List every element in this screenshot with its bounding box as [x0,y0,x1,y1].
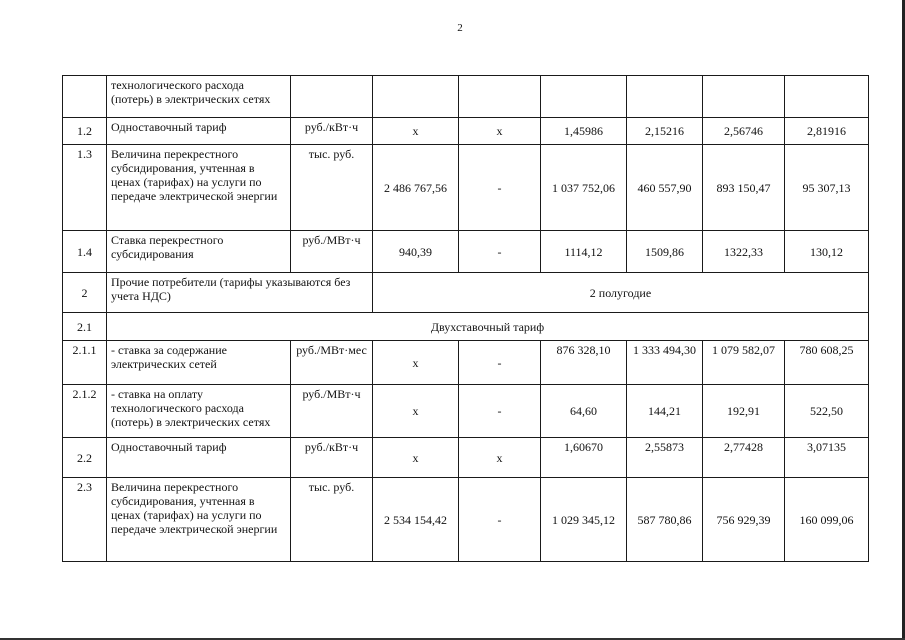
cell-value: 893 150,47 [703,145,785,231]
tariff-type-label: Двухставочный тариф [107,313,869,341]
cell-value: 1114,12 [541,231,627,273]
tariff-table [62,75,869,562]
row-number: 2.2 [63,438,107,478]
cell-value [373,76,459,118]
cell-value [785,76,869,118]
cell-value: 2,15216 [627,118,703,145]
table-row [63,118,869,145]
row-number: 2.1.2 [63,385,107,438]
row-name: Прочие потребители (тарифы указываются без учета НДС) [107,273,373,313]
cell-value: 2,55873 [627,438,703,478]
cell-value: х [459,438,541,478]
table-row [63,478,869,562]
row-number: 1.2 [63,118,107,145]
cell-value: х [373,341,459,385]
row-unit: руб./МВт·ч [291,231,373,273]
cell-value: 160 099,06 [785,478,869,562]
table-row [63,385,869,438]
cell-value: 1 037 752,06 [541,145,627,231]
row-number: 2.1 [63,313,107,341]
row-number: 1.3 [63,145,107,231]
cell-value [703,76,785,118]
cell-value: 192,91 [703,385,785,438]
row-unit [291,76,373,118]
table-row [63,145,869,231]
row-unit: руб./МВт·мес [291,341,373,385]
cell-value: - [459,341,541,385]
cell-value: х [459,118,541,145]
cell-value: 876 328,10 [541,341,627,385]
cell-value: 1 333 494,30 [627,341,703,385]
row-number [63,76,107,118]
row-unit: руб./кВт·ч [291,118,373,145]
cell-value: х [373,385,459,438]
cell-value: 144,21 [627,385,703,438]
table-row [63,438,869,478]
cell-value: 940,39 [373,231,459,273]
cell-value: 130,12 [785,231,869,273]
cell-value: 1509,86 [627,231,703,273]
cell-value: 460 557,90 [627,145,703,231]
cell-value: 2,77428 [703,438,785,478]
cell-value: 2 486 767,56 [373,145,459,231]
row-name: технологического расхода (потерь) в электрических сетях [107,76,291,118]
cell-value: - [459,145,541,231]
row-name: Одноставочный тариф [107,438,291,478]
cell-value: х [373,438,459,478]
row-name: - ставка за содержание электрических сетей [107,341,291,385]
row-name: Величина перекрестного субсидирования, учтенная в ценах (тарифах) на услуги по передаче электрической энергии [107,145,291,231]
row-name: - ставка на оплату технологического расхода (потерь) в электрических сетях [107,385,291,438]
table-row [63,76,869,118]
cell-value: - [459,478,541,562]
row-unit: тыс. руб. [291,478,373,562]
cell-value: 780 608,25 [785,341,869,385]
cell-value: 1322,33 [703,231,785,273]
row-name: Одноставочный тариф [107,118,291,145]
row-unit: руб./МВт·ч [291,385,373,438]
cell-value: 64,60 [541,385,627,438]
cell-value [541,76,627,118]
row-number: 2.3 [63,478,107,562]
cell-value: - [459,385,541,438]
cell-value: 756 929,39 [703,478,785,562]
row-name: Ставка перекрестного субсидирования [107,231,291,273]
cell-value: 2,81916 [785,118,869,145]
row-name: Величина перекрестного субсидирования, учтенная в ценах (тарифах) на услуги по передаче электрической энергии [107,478,291,562]
table-row [63,231,869,273]
cell-value: 95 307,13 [785,145,869,231]
cell-value: - [459,231,541,273]
table-row [63,341,869,385]
period-label: 2 полугодие [373,273,869,313]
cell-value: 1 079 582,07 [703,341,785,385]
cell-value: х [373,118,459,145]
table-row [63,273,869,313]
cell-value: 2 534 154,42 [373,478,459,562]
row-number: 2.1.1 [63,341,107,385]
page-number: 2 [457,22,463,34]
row-number: 2 [63,273,107,313]
cell-value: 1 029 345,12 [541,478,627,562]
cell-value [459,76,541,118]
cell-value: 522,50 [785,385,869,438]
table-row [63,313,869,341]
cell-value [627,76,703,118]
cell-value: 1,60670 [541,438,627,478]
row-unit: тыс. руб. [291,145,373,231]
cell-value: 3,07135 [785,438,869,478]
cell-value: 587 780,86 [627,478,703,562]
cell-value: 1,45986 [541,118,627,145]
row-unit: руб./кВт·ч [291,438,373,478]
row-number: 1.4 [63,231,107,273]
cell-value: 2,56746 [703,118,785,145]
